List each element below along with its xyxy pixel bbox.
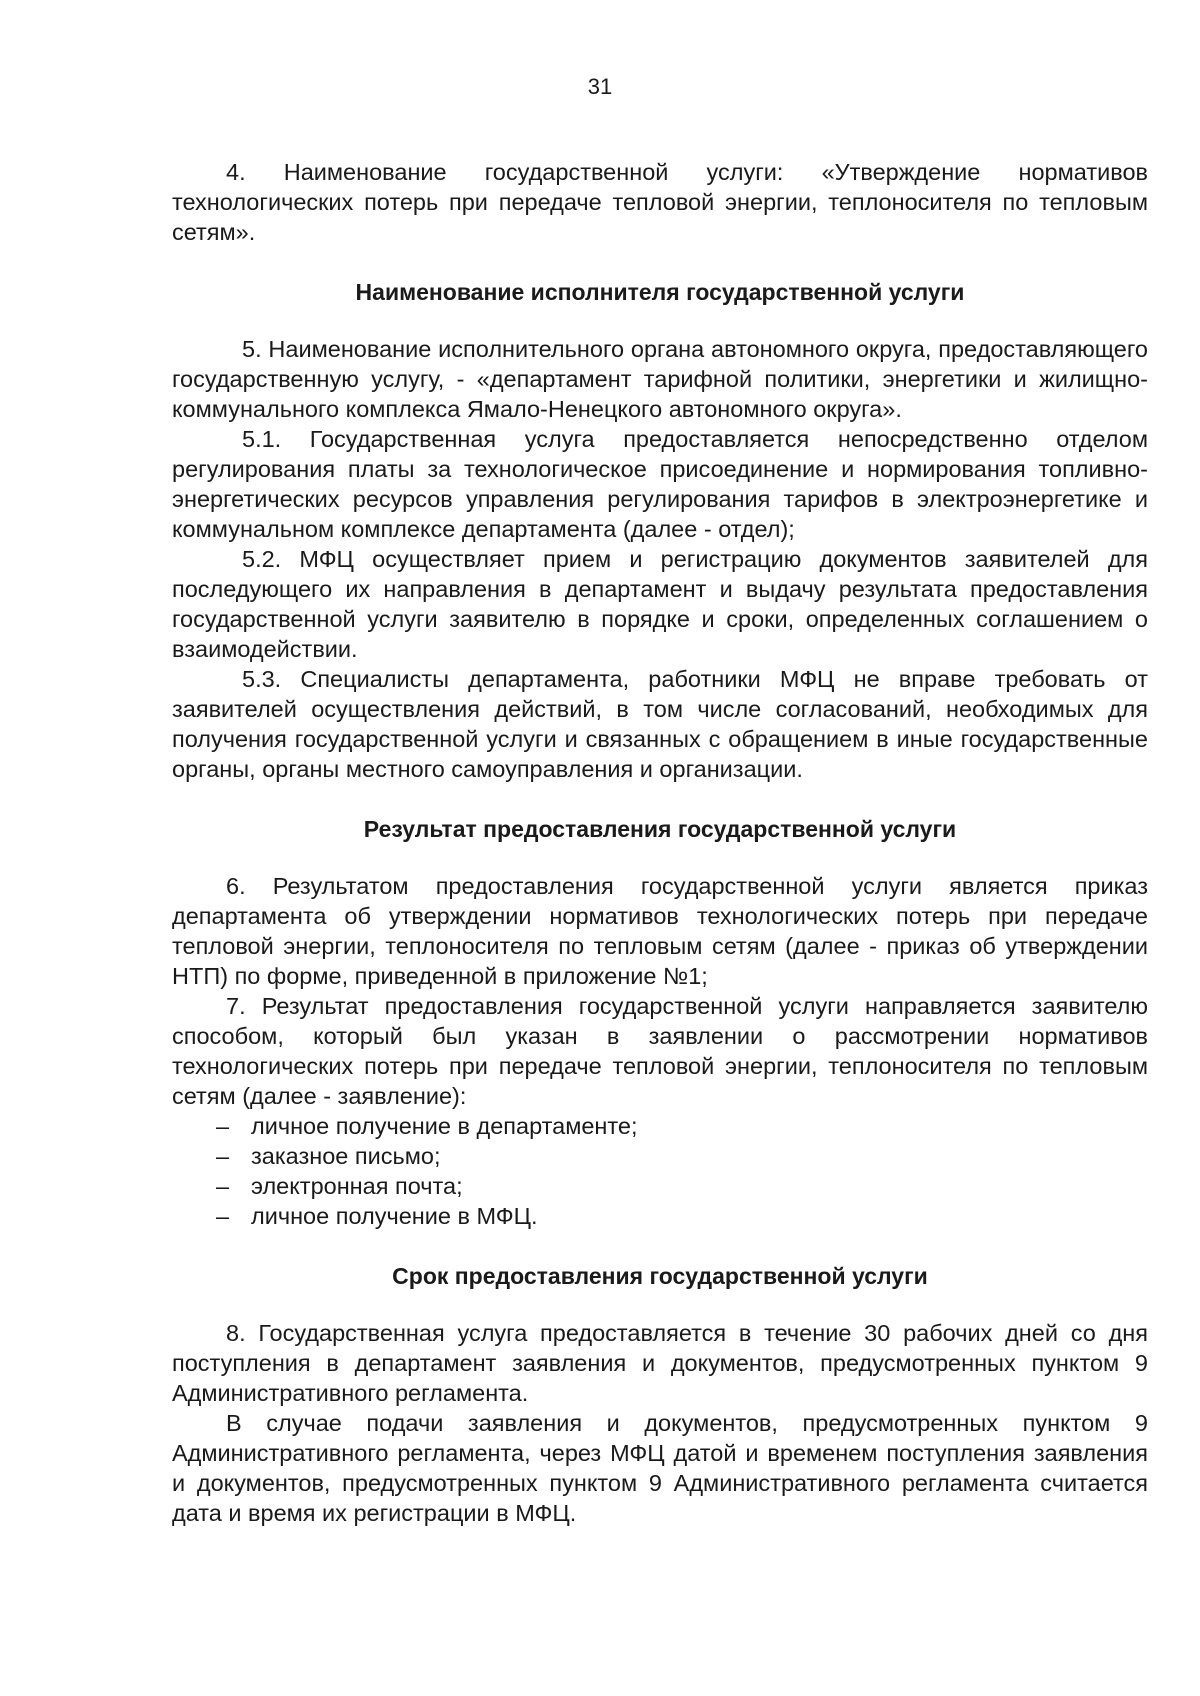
page-number: 31 bbox=[587, 74, 613, 99]
paragraph-5: 5. Наименование исполнительного органа автономного округа, предоставляющего государственную услугу, - «департамент тарифной политики, энергетики и жилищно-коммунального комплекса Ямало-Ненецкого автономного округа». bbox=[172, 336, 1148, 422]
list-item: – электронная почта; bbox=[216, 1173, 463, 1199]
paragraph-5-2: 5.2. МФЦ осуществляет прием и регистрацию документов заявителей для последующего их направления в департамент и выдачу результата предоставления государственной услуги заявителю в порядке и сроки, определенных соглашением о взаимодействии. bbox=[172, 546, 1148, 662]
paragraph-8: 8. Государственная услуга предоставляется в течение 30 рабочих дней со дня поступления в департамент заявления и документов, предусмотренных пунктом 9 Административного регламента. bbox=[172, 1320, 1148, 1406]
paragraph-4: 4. Наименование государственной услуги: «Утверждение нормативов технологических потерь при передаче тепловой энергии, теплоносителя по тепловым сетям». bbox=[172, 159, 1148, 245]
heading-executor: Наименование исполнителя государственной услуги bbox=[355, 279, 965, 305]
list-item: – личное получение в департаменте; bbox=[216, 1113, 638, 1139]
paragraph-5-3: 5.3. Специалисты департамента, работники МФЦ не вправе требовать от заявителей осуществления действий, в том числе согласований, необходимых для получения государственной услуги и связанных с обращением в иные государственные органы, органы местного самоуправления и организации. bbox=[172, 666, 1148, 782]
paragraph-8-2: В случае подачи заявления и документов, предусмотренных пунктом 9 Административного регламента, через МФЦ датой и временем поступления заявления и документов, предусмотренных пунктом 9 Административного регламента считается дата и время их регистрации в МФЦ. bbox=[172, 1410, 1148, 1526]
paragraph-7: 7. Результат предоставления государственной услуги направляется заявителю способом, который был указан в заявлении о рассмотрении нормативов технологических потерь при передаче тепловой энергии, теплоносителя по тепловым сетям (далее - заявление): bbox=[172, 993, 1148, 1109]
paragraph-5-1: 5.1. Государственная услуга предоставляется непосредственно отделом регулирования платы за технологическое присоединение и нормирования топливно-энергетических ресурсов управления регулирования тарифов в электроэнергетике и коммунальном комплексе департамента (далее - отдел); bbox=[172, 426, 1148, 542]
heading-result: Результат предоставления государственной услуги bbox=[363, 816, 957, 842]
paragraph-6: 6. Результатом предоставления государственной услуги является приказ департамента об утверждении нормативов технологических потерь при передаче тепловой энергии, теплоносителя по тепловым сетям (далее - приказ об утверждении НТП) по форме, приведенной в приложение №1; bbox=[172, 873, 1148, 989]
list-item: – личное получение в МФЦ. bbox=[216, 1203, 538, 1229]
list-item: – заказное письмо; bbox=[216, 1143, 441, 1169]
delivery-methods-list bbox=[172, 1111, 1148, 1231]
document-body bbox=[172, 157, 1148, 1528]
heading-term: Срок предоставления государственной услуги bbox=[392, 1263, 928, 1289]
